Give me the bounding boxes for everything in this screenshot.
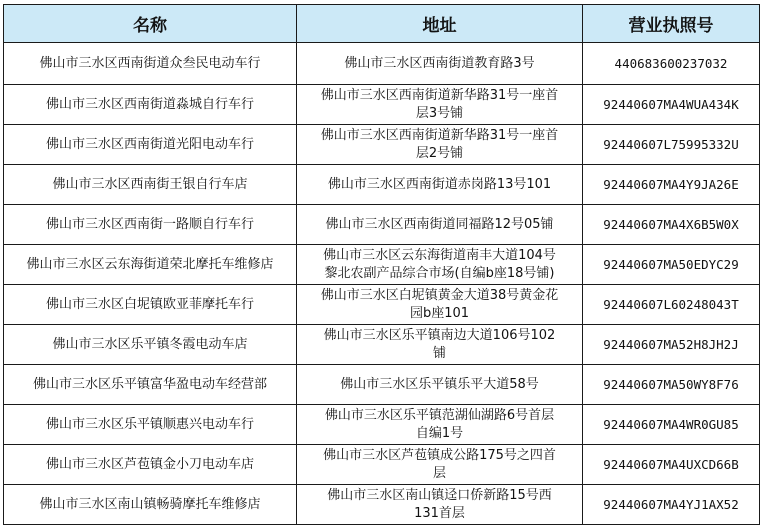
- table-row: [4, 43, 760, 85]
- cell-name: 佛山市三水区西南街道众叁民电动车行: [4, 43, 297, 85]
- header-address: 地址: [297, 5, 583, 43]
- cell-name: 佛山市三水区乐平镇富华盈电动车经营部: [4, 365, 297, 405]
- header-name: 名称: [4, 5, 297, 43]
- table-row: [4, 205, 760, 245]
- cell-license: 92440607L75995332U: [583, 125, 760, 165]
- cell-name: 佛山市三水区乐平镇顺惠兴电动车行: [4, 405, 297, 445]
- cell-license: 92440607MA4UXCD66B: [583, 445, 760, 485]
- table-row: [4, 165, 760, 205]
- cell-license: 92440607MA52H8JH2J: [583, 325, 760, 365]
- cell-name: 佛山市三水区南山镇畅骑摩托车维修店: [4, 485, 297, 525]
- cell-address: 佛山市三水区乐平镇南边大道106号102铺: [297, 325, 583, 365]
- merchant-table: [3, 4, 760, 525]
- cell-license: 92440607MA4X6B5W0X: [583, 205, 760, 245]
- cell-address: 佛山市三水区西南街道新华路31号一座首层3号铺: [297, 85, 583, 125]
- cell-name: 佛山市三水区西南街王银自行车店: [4, 165, 297, 205]
- cell-name: 佛山市三水区云东海街道荣北摩托车维修店: [4, 245, 297, 285]
- table-row: [4, 245, 760, 285]
- header-license: 营业执照号: [583, 5, 760, 43]
- cell-address: 佛山市三水区乐平镇乐平大道58号: [297, 365, 583, 405]
- cell-address: 佛山市三水区乐平镇范湖仙湖路6号首层自编1号: [297, 405, 583, 445]
- cell-address: 佛山市三水区西南街道教育路3号: [297, 43, 583, 85]
- table-row: [4, 445, 760, 485]
- cell-name: 佛山市三水区西南街道淼城自行车行: [4, 85, 297, 125]
- cell-license: 92440607MA4WR0GU85: [583, 405, 760, 445]
- table-row: [4, 365, 760, 405]
- table-row: [4, 325, 760, 365]
- cell-address: 佛山市三水区西南街道新华路31号一座首层2号铺: [297, 125, 583, 165]
- cell-license: 92440607MA4Y9JA26E: [583, 165, 760, 205]
- header-row: [4, 5, 760, 43]
- cell-license: 440683600237032: [583, 43, 760, 85]
- cell-address: 佛山市三水区西南街道赤岗路13号101: [297, 165, 583, 205]
- cell-address: 佛山市三水区白坭镇黄金大道38号黄金花园b座101: [297, 285, 583, 325]
- cell-address: 佛山市三水区西南街道同福路12号05铺: [297, 205, 583, 245]
- cell-license: 92440607MA4WUA434K: [583, 85, 760, 125]
- cell-address: 佛山市三水区南山镇迳口侨新路15号西131首层: [297, 485, 583, 525]
- cell-license: 92440607L60248043T: [583, 285, 760, 325]
- table-row: [4, 285, 760, 325]
- table-row: [4, 125, 760, 165]
- cell-license: 92440607MA50WY8F76: [583, 365, 760, 405]
- cell-address: 佛山市三水区芦苞镇成公路175号之四首层: [297, 445, 583, 485]
- cell-name: 佛山市三水区芦苞镇金小刀电动车店: [4, 445, 297, 485]
- table-row: [4, 485, 760, 525]
- cell-license: 92440607MA4YJ1AX52: [583, 485, 760, 525]
- cell-name: 佛山市三水区西南街道光阳电动车行: [4, 125, 297, 165]
- cell-name: 佛山市三水区乐平镇冬霞电动车店: [4, 325, 297, 365]
- cell-name: 佛山市三水区西南街一路顺自行车行: [4, 205, 297, 245]
- table-row: [4, 405, 760, 445]
- cell-license: 92440607MA50EDYC29: [583, 245, 760, 285]
- table-row: [4, 85, 760, 125]
- cell-address: 佛山市三水区云东海街道南丰大道104号黎北农副产品综合市场(自编b座18号铺): [297, 245, 583, 285]
- cell-name: 佛山市三水区白坭镇欧亚菲摩托车行: [4, 285, 297, 325]
